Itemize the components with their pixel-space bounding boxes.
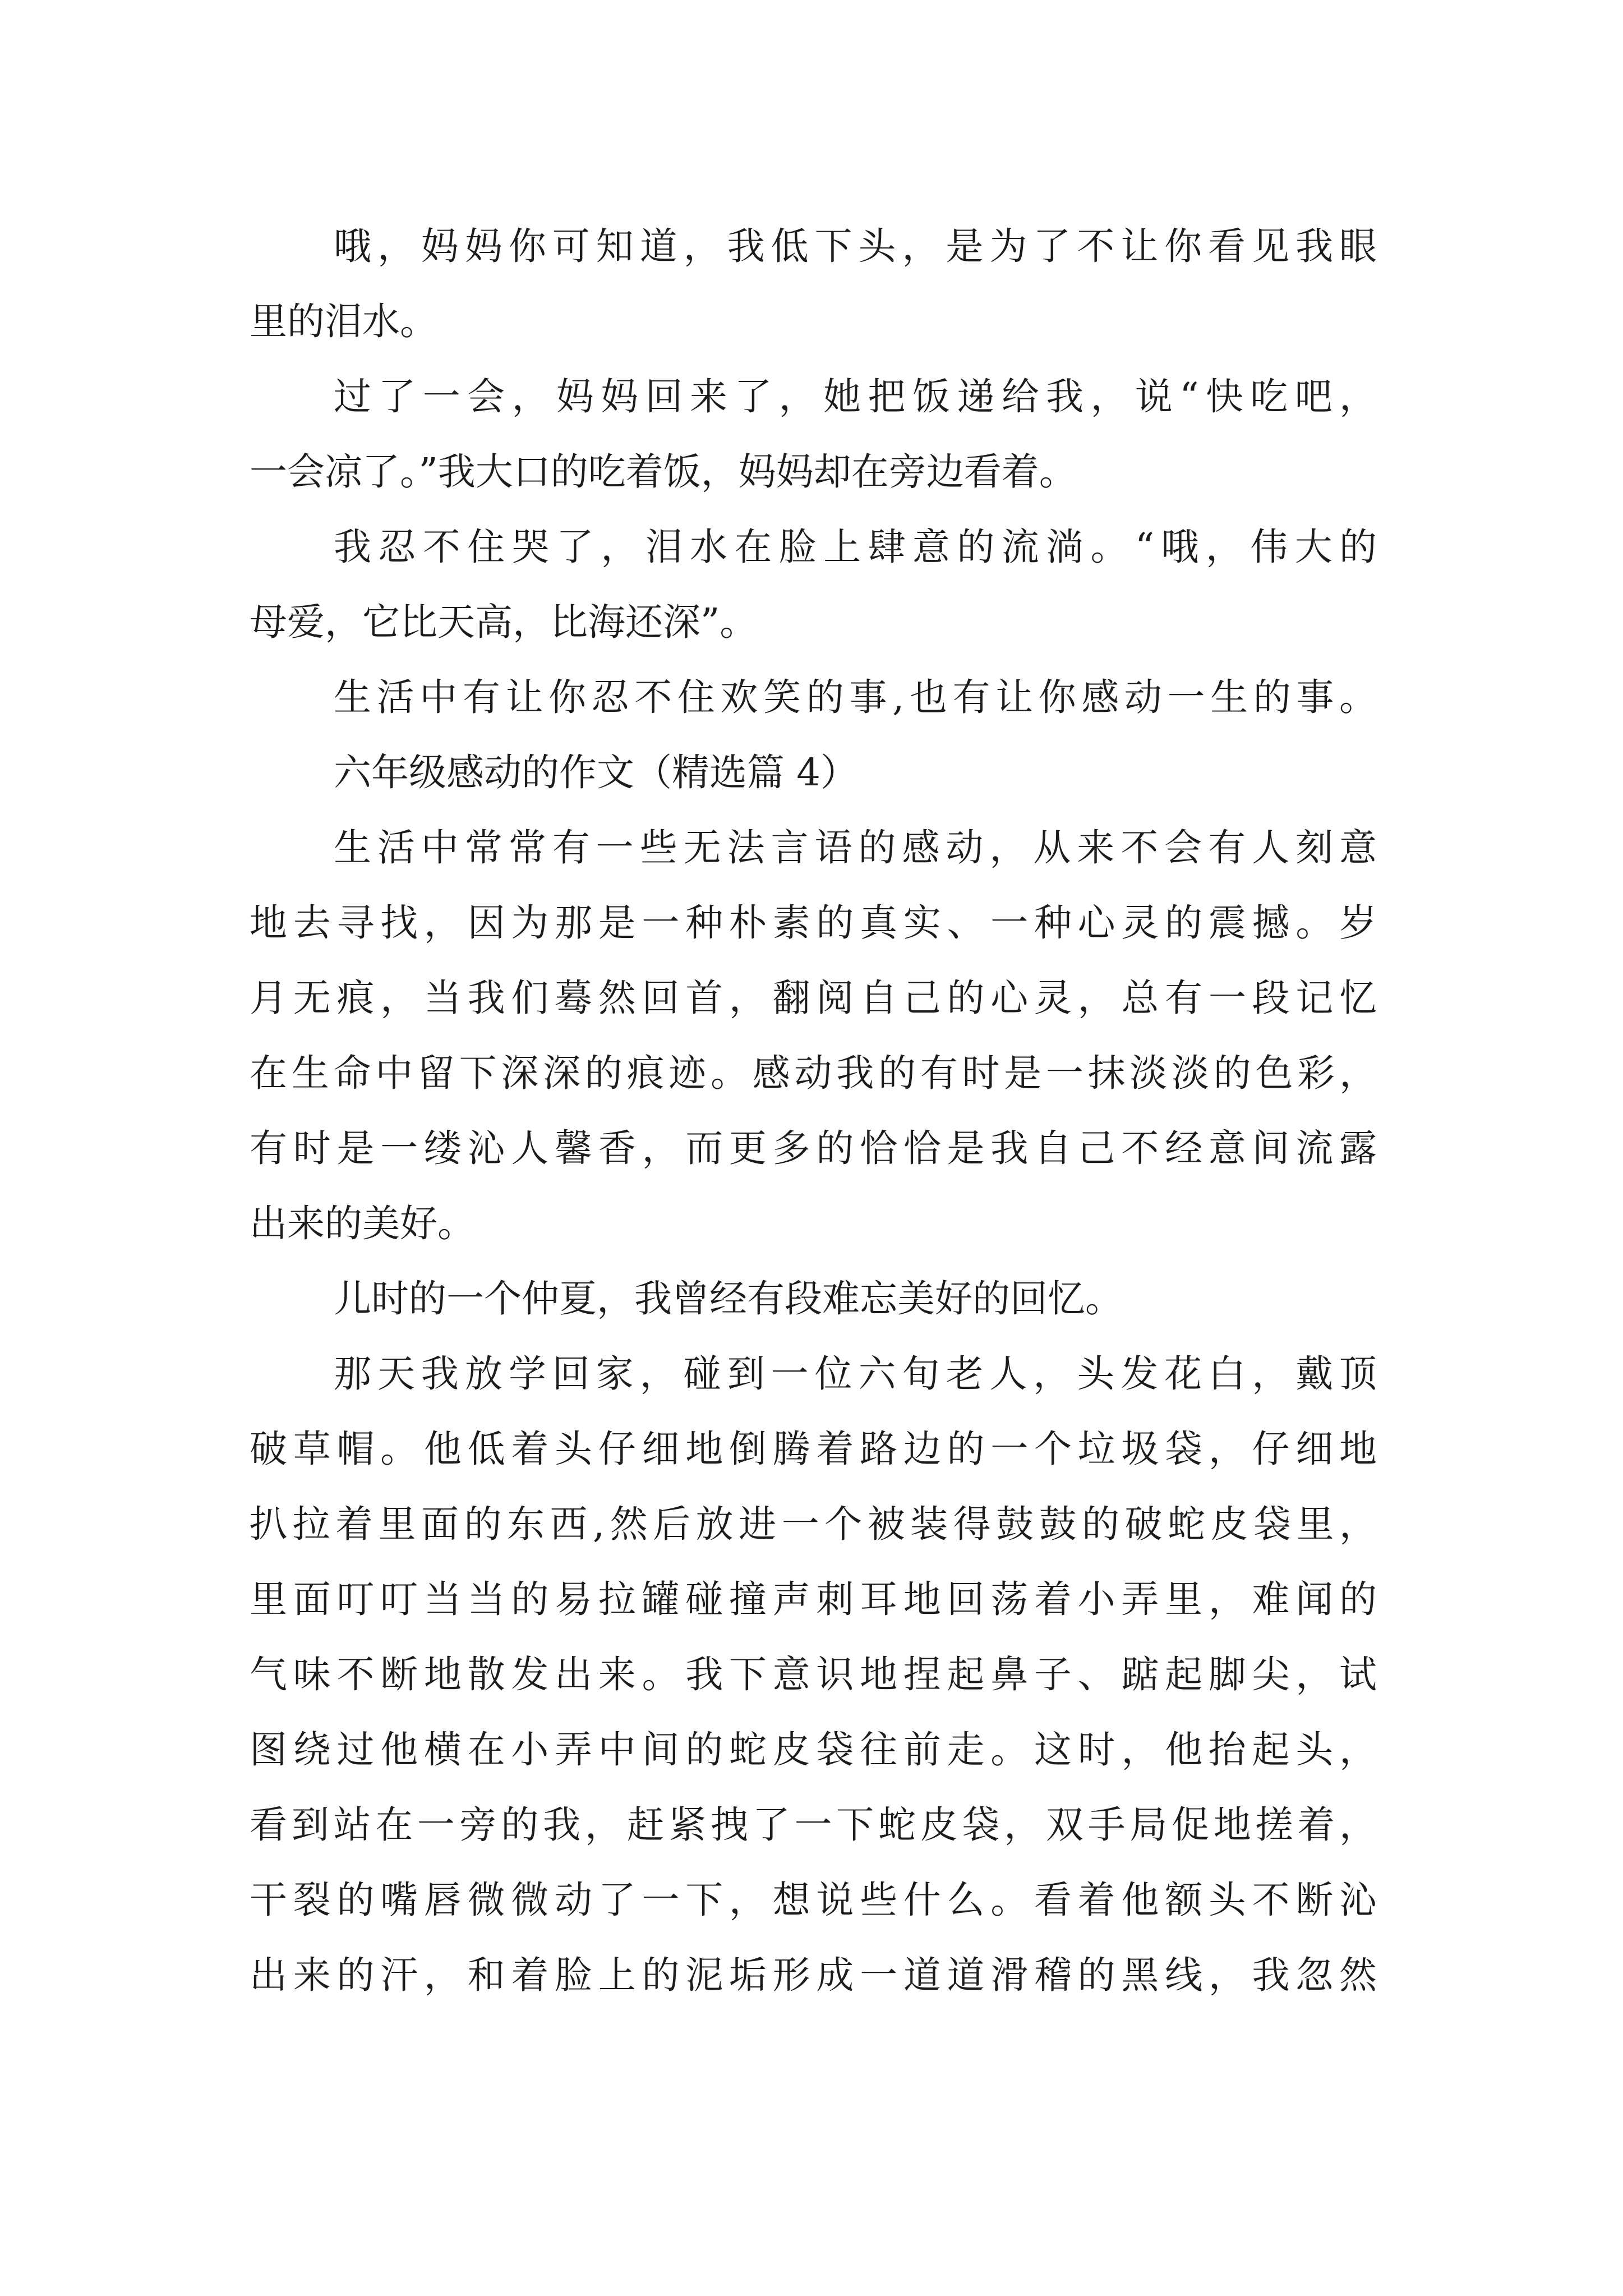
text-line: 在生命中留下深深的痕迹。感动我的有时是一抹淡淡的色彩， xyxy=(250,1051,1377,1095)
text-line: 母爱，它比天高，比海还深”。 xyxy=(250,600,758,644)
text-line: 哦，妈妈你可知道，我低下头，是为了不让你看见我眼 xyxy=(334,224,1377,268)
text-line: 过了一会，妈妈回来了，她把饭递给我，说“快吃吧， xyxy=(334,375,1377,418)
text-line: 出来的美好。 xyxy=(250,1202,475,1245)
text-line: 气味不断地散发出来。我下意识地捏起鼻子、踮起脚尖，试 xyxy=(250,1653,1377,1696)
text-line: 破草帽。他低着头仔细地倒腾着路边的一个垃圾袋，仔细地 xyxy=(250,1427,1377,1471)
text-line: 扒拉着里面的东西,然后放进一个被装得鼓鼓的破蛇皮袋里， xyxy=(250,1502,1377,1546)
text-line: 地去寻找，因为那是一种朴素的真实、一种心灵的震撼。岁 xyxy=(250,901,1377,945)
text-line: 月无痕，当我们蓦然回首，翻阅自己的心灵，总有一段记忆 xyxy=(250,976,1377,1020)
text-line: 儿时的一个仲夏，我曾经有段难忘美好的回忆。 xyxy=(334,1277,1123,1320)
text-line: 里的泪水。 xyxy=(250,300,437,343)
section-heading: 六年级感动的作文（精选篇 4） xyxy=(334,751,858,794)
text-line: 图绕过他横在小弄中间的蛇皮袋往前走。这时，他抬起头， xyxy=(250,1728,1377,1772)
body-text xyxy=(250,209,1377,2013)
text-line: 一会凉了。”我大口的吃着饭，妈妈却在旁边看着。 xyxy=(250,450,1077,494)
text-line: 出来的汗，和着脸上的泥垢形成一道道滑稽的黑线，我忽然 xyxy=(250,1953,1377,1997)
text-line: 我忍不住哭了，泪水在脸上肆意的流淌。“哦，伟大的 xyxy=(334,525,1377,569)
text-line: 那天我放学回家，碰到一位六旬老人，头发花白，戴顶 xyxy=(334,1352,1377,1396)
text-line: 生活中常常有一些无法言语的感动，从来不会有人刻意 xyxy=(334,826,1377,869)
text-line: 生活中有让你忍不住欢笑的事,也有让你感动一生的事。 xyxy=(334,675,1377,719)
text-line: 里面叮叮当当的易拉罐碰撞声刺耳地回荡着小弄里，难闻的 xyxy=(250,1577,1377,1621)
text-line: 干裂的嘴唇微微动了一下，想说些什么。看着他额头不断沁 xyxy=(250,1878,1377,1922)
text-line: 有时是一缕沁人馨香，而更多的恰恰是我自己不经意间流露 xyxy=(250,1126,1377,1170)
text-line: 看到站在一旁的我，赶紧拽了一下蛇皮袋，双手局促地搓着， xyxy=(250,1803,1377,1847)
